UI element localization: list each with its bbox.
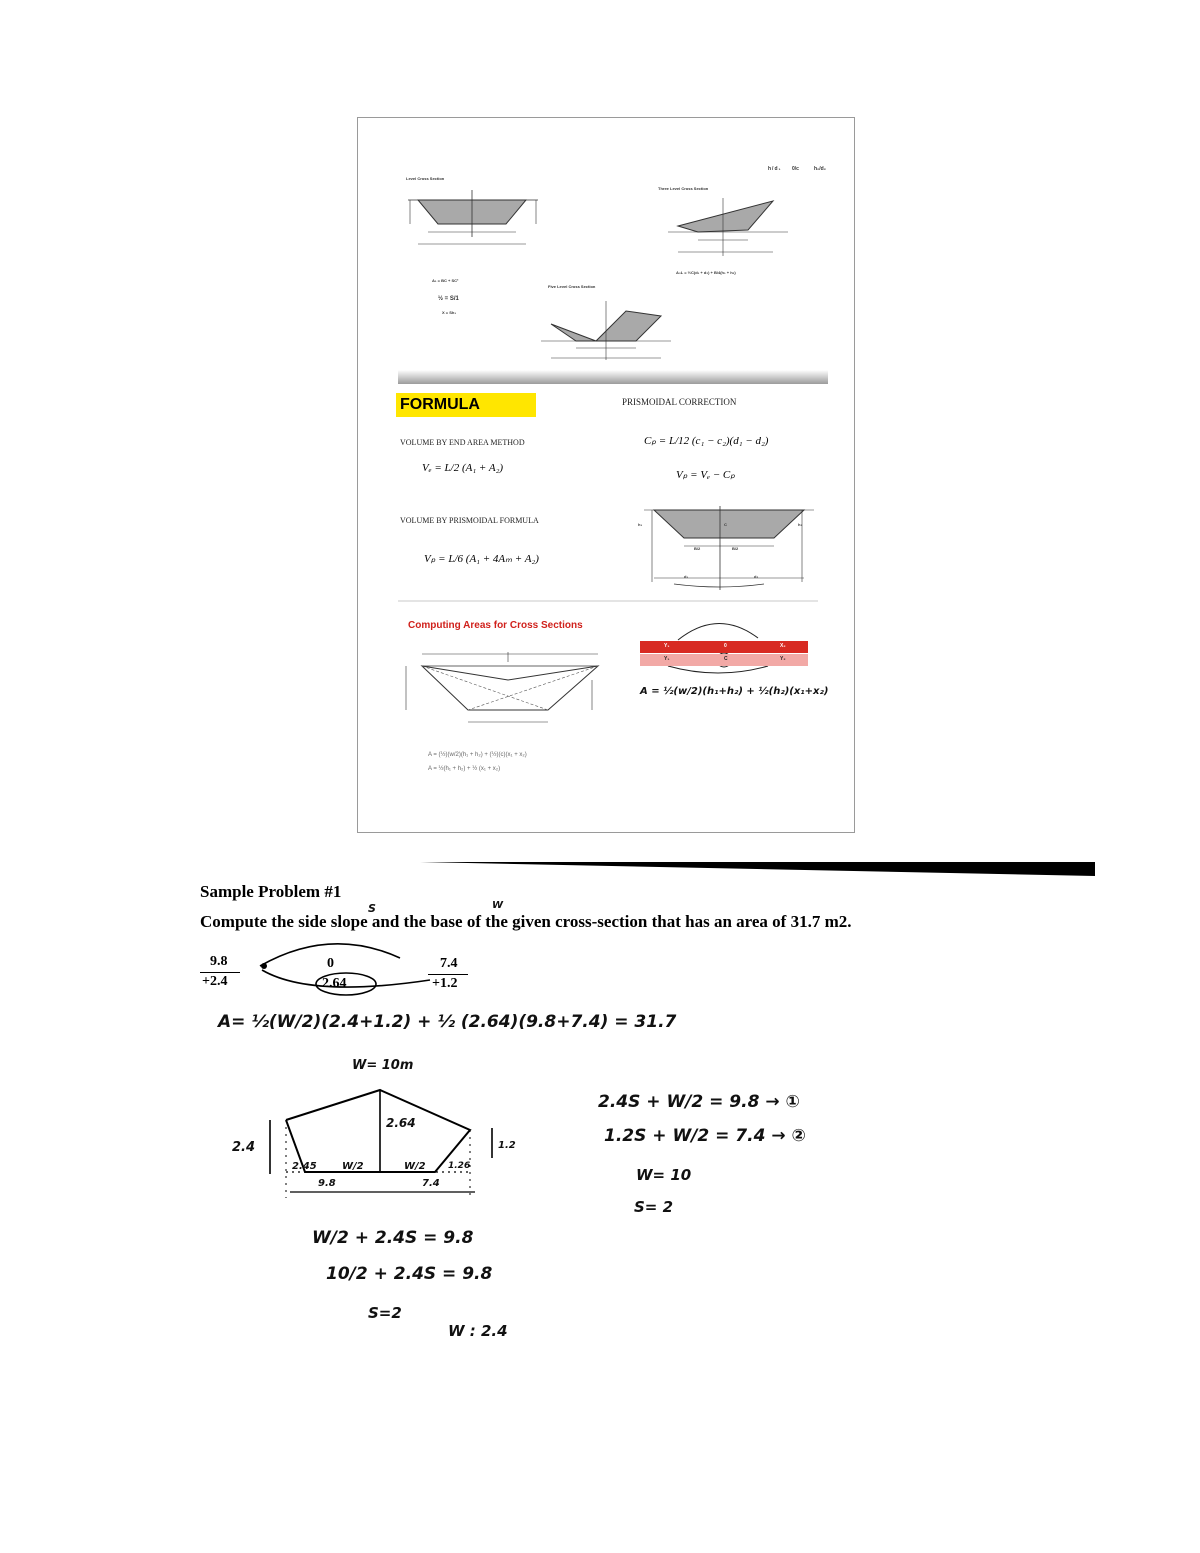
divider-band [398,370,828,384]
prismoidal-heading: VOLUME BY PRISMOIDAL FORMULA [400,516,539,525]
level-x-eq: X = Sh₁ [442,310,456,315]
label-d1: d₁ [684,574,689,579]
level-section-title: Level Cross Section [406,176,445,181]
computing-areas-heading: Computing Areas for Cross Sections [408,620,583,631]
left-fraction-bar [200,972,240,973]
label-b2-left: B/2 [694,546,701,551]
annotation-s: S [368,902,376,915]
computing-areas-diagram [398,638,608,738]
corner-fraction-1: h/d₁ [768,166,782,172]
diagram-right-height: 1.2 [498,1140,516,1151]
correction-formula: Cₚ = L/12 (c₁ − c₂)(d₁ − d₂) [644,435,769,447]
end-area-formula: Vₑ = L/2 (A₁ + A₂) [422,462,504,474]
equation-2-line-2: 1.2S + W/2 = 7.4 → ② [604,1126,806,1146]
right-fraction-denominator: +1.2 [432,976,458,991]
diagram-center-height: 2.64 [386,1116,416,1130]
blurry-formula-1: A = (½)(w/2)(h₁ + h₂) + (½)(c)(x₁ + x₂) [428,752,527,758]
mid-fraction-numerator: 0 [327,956,334,971]
equation-w-note: W : 2.4 [448,1322,508,1340]
equation-1-line-1: W/2 + 2.4S = 9.8 [312,1228,474,1248]
separator-line [420,858,1095,878]
sample-problem-title: Sample Problem #1 [200,882,342,901]
end-area-heading: VOLUME BY END AREA METHOD [400,438,525,447]
annotation-w: W [492,900,504,911]
prismoidal-formula: Vₚ = L/6 (A₁ + 4Aₘ + A₂) [424,553,539,565]
equation-1-line-2: 10/2 + 2.4S = 9.8 [326,1264,493,1284]
corrected-volume-formula: Vₚ = Vₑ − Cₚ [676,469,735,481]
mid-fraction-denominator: 2.64 [322,976,347,991]
table-row-1: Y₁ 0 X₂ [640,641,808,653]
handwritten-cross-section [230,1080,540,1210]
problem-statement: Compute the side slope and the base of the given cross-section that has an area of 31.7 m2. [200,912,852,931]
cross-area-formula: A = ½(w/2)(h₁+h₂) + ½(h₂)(x₁+x₂) [640,686,829,697]
left-fraction-numerator: 9.8 [210,954,228,969]
handwritten-arrows [250,936,440,1006]
label-h2: h₂ [798,522,803,527]
handwritten-area-equation: A= ½(W/2)(2.4+1.2) + ½ (2.64)(9.8+7.4) = 31.7 [218,1012,677,1032]
diagram-left-height: 2.4 [232,1140,256,1155]
formula-heading: FORMULA [396,393,536,417]
three-level-area-formula: A₃L = ½C(d₁ + d₂) + B/4(h₁ + h₂) [676,270,736,275]
label-h1: h₁ [638,522,643,527]
level-ratio: ½ = S/1 [438,296,459,302]
corner-fraction-2: 0/c [792,166,799,172]
table-row-2: Y₁ C Y₂ [640,654,808,666]
level-section-detail-diagram [634,506,824,596]
equation-1-result: S=2 [368,1304,402,1322]
divider-line [398,600,818,602]
diagram-label-126: 1.26 [448,1161,471,1171]
equation-2-s-result: S= 2 [634,1198,674,1216]
level-area-formula: A₁ = BC + SC² [432,278,459,283]
level-section-diagram [398,182,548,282]
label-b2-right: B/2 [732,546,739,551]
diagram-label-245: 2.45 [292,1161,317,1172]
five-level-title: Five Level Cross Section [548,284,596,289]
equation-2-line-1: 2.4S + W/2 = 9.8 → ① [598,1092,800,1112]
diagram-label-w2-left: W/2 [342,1161,364,1172]
diagram-label-w2-right: W/2 [404,1161,426,1172]
five-level-diagram [536,296,676,376]
prismoidal-correction-heading: PRISMOIDAL CORRECTION [622,397,737,407]
label-c: C [724,522,727,527]
diagram-label-98: 9.8 [318,1178,336,1189]
three-level-title: Three Level Cross Section [658,186,709,191]
equation-2-w-result: W= 10 [636,1166,692,1184]
handwritten-w-result: W= 10m [352,1058,414,1073]
blurry-formula-2: A = ½(h₁ + h₂) + ½ (x₁ + x₂) [428,766,501,772]
corner-fraction-3: h₂/d₂ [814,166,826,172]
left-fraction-denominator: +2.4 [202,974,228,989]
three-level-diagram [648,196,798,276]
label-d2: d₂ [754,574,759,579]
diagram-label-74: 7.4 [422,1178,440,1189]
right-fraction-numerator: 7.4 [440,956,458,971]
lecture-slide-image [357,117,855,833]
